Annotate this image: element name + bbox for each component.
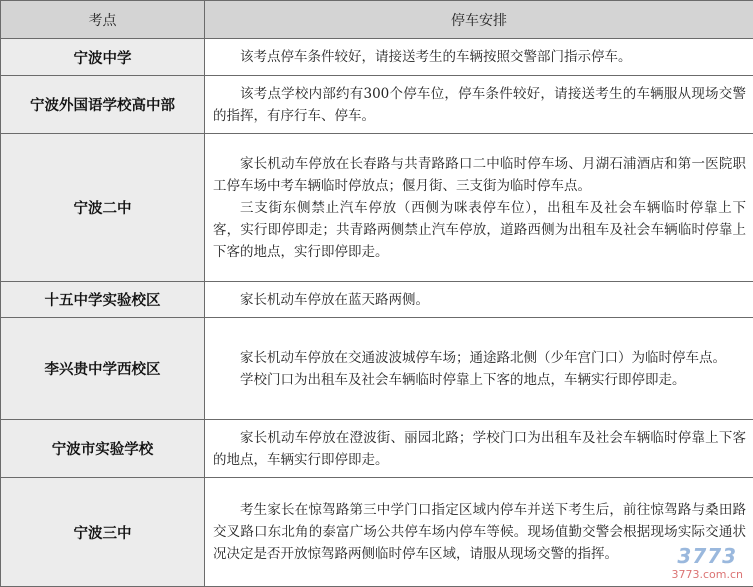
table-row: [1, 76, 753, 134]
parking-text: 三支街东侧禁止汽车停放（西侧为咪表停车位），出租车及社会车辆临时停靠上下客，实行即停即走；共青路两侧禁止汽车停放，道路西侧为出租车及社会车辆临时停靠上下客的地点，实行即停即走。: [213, 199, 746, 260]
table-row: [1, 134, 753, 282]
parking-arrangement: [205, 134, 753, 282]
exam-site-name: 宁波中学: [1, 39, 205, 76]
exam-site-name: 李兴贵中学西校区: [1, 318, 205, 420]
table-row: [1, 478, 753, 587]
parking-arrangement: [205, 420, 753, 478]
parking-text: 家长机动车停放在澄波街、丽园北路；学校门口为出租车及社会车辆临时停靠上下客的地点，车辆实行即停即走。: [213, 429, 746, 468]
parking-arrangement: [205, 318, 753, 420]
watermark-url: 3773.com.cn: [671, 568, 743, 581]
table-row: [1, 282, 753, 318]
parking-arrangement: [205, 478, 753, 587]
table-row: [1, 318, 753, 420]
parking-text: 该考点学校内部约有300个停车位，停车条件较好，请接送考生的车辆服从现场交警的指挥，有序行车、停车。: [213, 85, 746, 124]
exam-site-name: 宁波三中: [1, 478, 205, 587]
parking-arrangement: [205, 39, 753, 76]
column-header-site: 考点: [1, 1, 205, 39]
table-row: [1, 420, 753, 478]
parking-text: 考生家长在惊驾路第三中学门口指定区域内停车并送下考生后，前往惊驾路与桑田路交叉路口东北角的泰富广场公共停车场内停车等候。现场值勤交警会根据现场实际交通状况决定是否开放惊驾路两侧临时停车区域，请服从现场交警的指挥。: [213, 502, 746, 562]
column-header-plan: 停车安排: [205, 1, 753, 39]
parking-text: 家长机动车停放在交通波波城停车场；通途路北侧（少年宫门口）为临时停车点。: [240, 349, 726, 366]
exam-site-name: 十五中学实验校区: [1, 282, 205, 318]
table-header-row: [1, 1, 753, 39]
parking-text: 该考点停车条件较好，请接送考生的车辆按照交警部门指示停车。: [240, 49, 632, 65]
table-row: [1, 39, 753, 76]
parking-arrangement: [205, 76, 753, 134]
parking-text: 家长机动车停放在长春路与共青路路口二中临时停车场、月湖石浦酒店和第一医院职工停车场中考车辆临时停放点；偃月街、三支街为临时停车点。: [213, 155, 746, 194]
exam-site-name: 宁波外国语学校高中部: [1, 76, 205, 134]
watermark-logo-text: 3773: [677, 544, 738, 568]
parking-text: 学校门口为出租车及社会车辆临时停靠上下客的地点，车辆实行即停即走。: [240, 371, 686, 388]
table-body: [1, 39, 753, 587]
exam-site-name: 宁波二中: [1, 134, 205, 282]
parking-text: 家长机动车停放在蓝天路两侧。: [240, 291, 429, 308]
exam-site-name: 宁波市实验学校: [1, 420, 205, 478]
parking-arrangement: [205, 282, 753, 318]
